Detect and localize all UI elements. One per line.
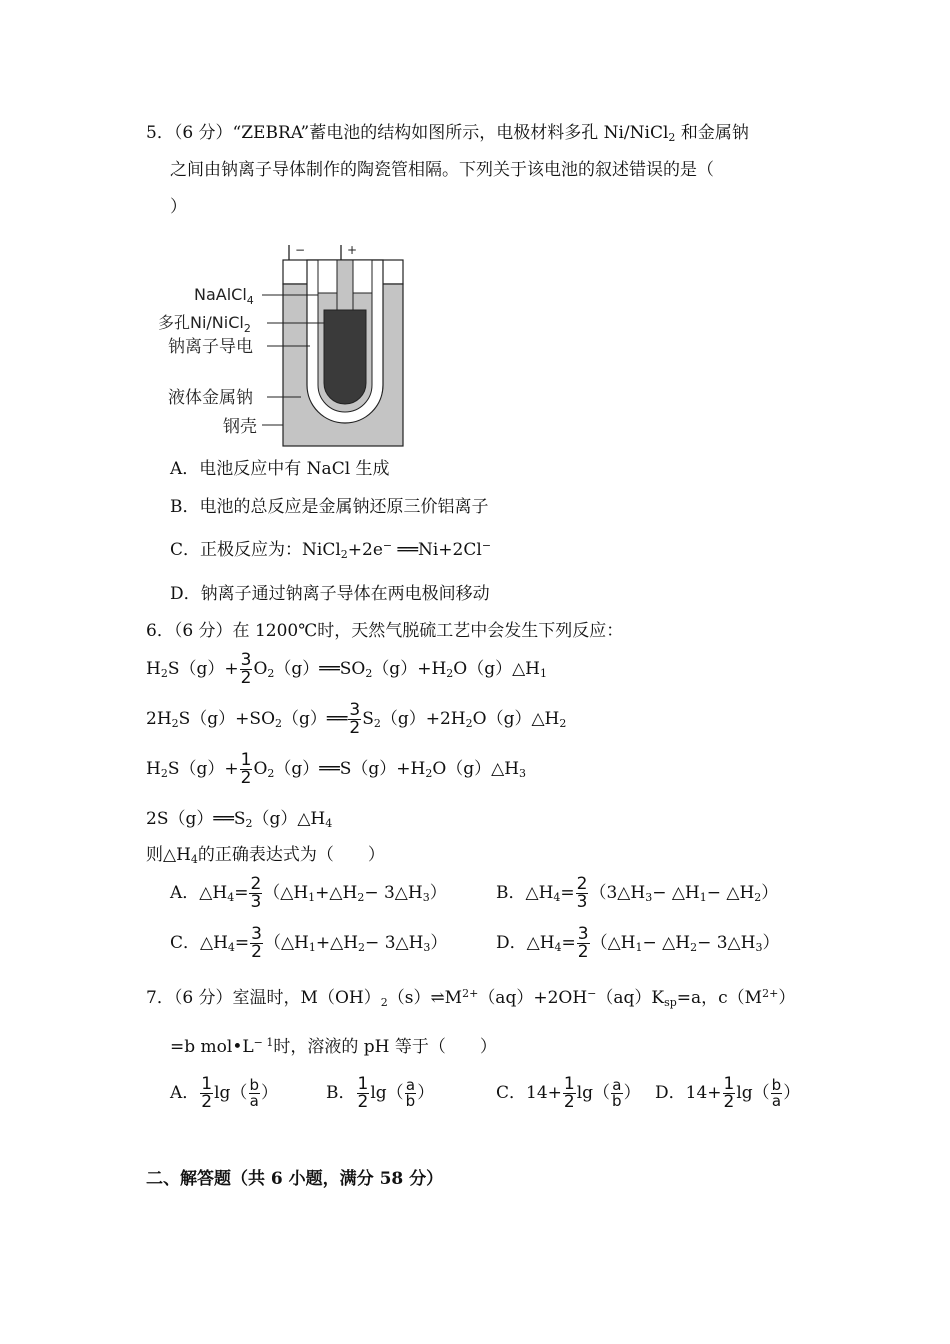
q7-option-a: A． $\frac{1}{2}$ lg（ $\frac{b}{a}$ ） [170,1074,278,1112]
fraction: $\frac{2}{3}$ [250,874,262,912]
fraction: $\frac{3}{2}$ [251,924,262,962]
q7-stem-line1: 7．（6 分）室温时，$M(OH)_2(s)\rightleftharpoons M^{2+}(aq)+2OH^-(aq)K_{sp}=a$，$c(M^{2+})$ [146,987,796,1009]
q5-stem-line2: 之间由钠离子导体制作的陶瓷管相隔。下列关于该电池的叙述错误的是（ [170,160,714,180]
q6-reaction-2: $2H_2S(g)+SO_2(g)══$ $\frac{3}{2}$ $S_2(g)+2H_2O(g)\triangle H_2$ [146,700,567,738]
fraction: $\frac{a}{b}$ [612,1076,622,1110]
electrode-rod [337,260,353,310]
label-porous-ni: 多孔Ni/NiCl$_2$ [158,313,251,335]
q6-reaction-1: $H_2S(g)+$ $\frac{3}{2}$ $O_2(g)══SO_2(g)+H_2O(g)\triangle H_1$ [146,650,547,688]
fraction: $\frac{3}{2}$ [577,924,589,962]
q7-option-b: B． $\frac{1}{2}$ lg（ $\frac{a}{b}$ ） [326,1074,435,1112]
fraction: $\frac{b}{a}$ [771,1076,782,1110]
fraction: $\frac{1}{2}$ [240,750,252,788]
porous-ni-electrode [324,310,366,404]
fraction: $\frac{1}{2}$ [357,1074,369,1112]
label-steel-shell: 钢壳 [223,417,257,437]
q6-option-b: B．$\triangle H_4=$ $\frac{2}{3}$ （$3\triangle H_3-$ $\triangle H_1-$ $\triangle H_2$） [496,874,779,912]
q5-option-a: A．电池反应中有 NaCl 生成 [170,459,390,479]
q6-stem: 6．（6 分）在 1200℃时，天然气脱硫工艺中会发生下列反应： [146,621,624,641]
q5-stem-line3: ） [170,197,187,217]
q5-stem-line1: 5．（6 分）“ZEBRA”蓄电池的结构如图所示，电极材料多孔 Ni/NiCl$_2$ 和金属钠 [146,123,749,144]
q6-option-a: A．$\triangle H_4=$ $\frac{2}{3}$ （$\triangle H_1+\triangle H_2-$ $3\triangle H_3$） [170,874,447,912]
section-2-heading: 二、解答题（共 6 小题，满分 58 分） [146,1169,444,1189]
minus-sign: − [295,243,306,257]
fraction: $\frac{1}{2}$ [563,1074,575,1112]
q5-option-c: C．正极反应为：NiCl$_2$+2e− ══Ni+2Cl− [170,539,492,561]
q6-option-c: C．$\triangle H_4=$ $\frac{3}{2}$ （$\triangle H_1+\triangle H_2-$ $3\triangle H_3$） [170,924,448,962]
plus-sign: + [347,243,358,257]
q7-option-d: D．14+ $\frac{1}{2}$ lg（ $\frac{b}{a}$ ） [655,1074,801,1112]
zebra-battery-diagram [155,235,415,450]
fraction: $\frac{b}{a}$ [249,1076,259,1110]
label-naalcl4: NaAlCl$_4$ [194,285,254,307]
fraction: $\frac{1}{2}$ [723,1074,735,1112]
fraction: $\frac{3}{2}$ [240,650,252,688]
q6-question: 则$\triangle H_4$的正确表达式为（ ） [146,845,385,866]
label-liquid-sodium: 液体金属钠 [168,388,253,408]
q6-option-d: D．$\triangle H_4=$ $\frac{3}{2}$ （$\triangle H_1-$ $\triangle H_2-$ $3\triangle H_3$） [496,924,780,962]
label-conductor: 钠离子导电 [168,337,253,357]
fraction: $\frac{1}{2}$ [201,1074,213,1112]
fraction: $\frac{3}{2}$ [349,700,361,738]
q7-option-c: C．14+ $\frac{1}{2}$ lg（ $\frac{a}{b}$ ） [496,1074,641,1112]
q7-stem-line2: =b $mol•L^{- 1}$时，溶液的 pH 等于（ ） [170,1036,497,1057]
q6-reaction-3: $H_2S(g)+$ $\frac{1}{2}$ $O_2(g)══S(g)+H_2O(g)\triangle H_3$ [146,750,527,788]
fraction: $\frac{2}{3}$ [576,874,588,912]
q5-option-d: D．钠离子通过钠离子导体在两电极间移动 [170,584,490,604]
fraction: $\frac{a}{b}$ [405,1076,416,1110]
q5-option-b: B．电池的总反应是金属钠还原三价铝离子 [170,497,489,517]
q6-reaction-4: $2S(g)══S_2(g)\triangle H_4$ [146,809,333,830]
